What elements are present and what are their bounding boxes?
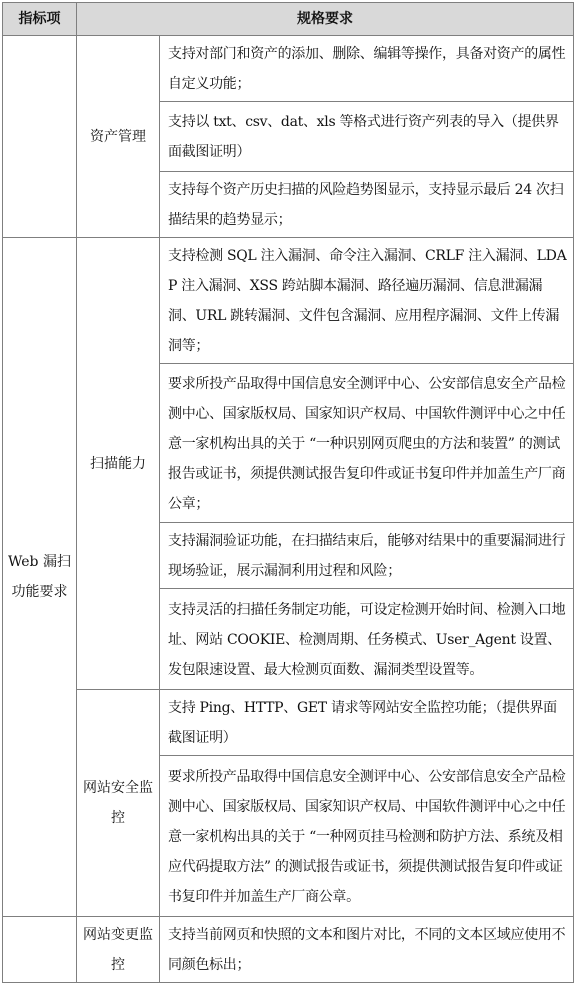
requirement-cell: 支持对部门和资产的添加、删除、编辑等操作，具备对资产的属性自定义功能； [160, 36, 574, 102]
requirement-cell: 支持 Ping、HTTP、GET 请求等网站安全监控功能；（提供界面截图证明） [160, 690, 574, 756]
subcategory-scan-capability: 扫描能力 [77, 238, 160, 690]
requirement-cell: 要求所投产品取得中国信息安全测评中心、公安部信息安全产品检测中心、国家版权局、国家知识产权局、中国软件测评中心之中任意一家机构出具的关于 “一种识别网页爬虫的方法和装置” 的测试报告或证书，须提供测试报告复印件或证书复印件并加盖生产厂商公章； [160, 364, 574, 523]
requirement-cell: 支持检测 SQL 注入漏洞、命令注入漏洞、CRLF 注入漏洞、LDAP 注入漏洞、XSS 跨站脚本漏洞、路径遍历漏洞、信息泄漏漏洞、URL 跳转漏洞、文件包含漏洞、应用程序漏洞、文件上传漏洞等； [160, 238, 574, 364]
subcategory-site-security-monitoring: 网站安全监控 [77, 690, 160, 917]
requirement-cell: 要求所投产品取得中国信息安全测评中心、公安部信息安全产品检测中心、国家版权局、国家知识产权局、中国软件测评中心之中任意一家机构出具的关于 “一种网页挂马检测和防护方法、系统及相应代码提取方法” 的测试报告或证书，须提供测试报告复印件或证书复印件并加盖生产厂商公章。 [160, 756, 574, 917]
header-indicator: 指标项 [3, 3, 77, 36]
header-requirement: 规格要求 [77, 3, 574, 36]
requirement-cell: 支持以 txt、csv、dat、xls 等格式进行资产列表的导入（提供界面截图证明） [160, 102, 574, 172]
table-row [3, 690, 574, 756]
requirement-cell: 支持漏洞验证功能，在扫描结束后，能够对结果中的重要漏洞进行现场验证，展示漏洞利用过程和风险； [160, 523, 574, 589]
category-cell-empty [3, 36, 77, 238]
table-row [3, 36, 574, 102]
subcategory-asset-management: 资产管理 [77, 36, 160, 238]
requirement-cell: 支持每个资产历史扫描的风险趋势图显示，支持显示最后 24 次扫描结果的趋势显示； [160, 172, 574, 238]
requirement-cell: 支持灵活的扫描任务制定功能，可设定检测开始时间、检测入口地址、网站 COOKIE、检测周期、任务模式、User_Agent 设置、发包限速设置、最大检测页面数、漏洞类型设置等。 [160, 589, 574, 690]
spec-table [2, 2, 574, 983]
table-row [3, 238, 574, 364]
subcategory-site-change-monitoring: 网站变更监控 [77, 917, 160, 983]
table-row [3, 917, 574, 983]
header-row [3, 3, 574, 36]
category-web-scan: Web 漏扫功能要求 [3, 238, 77, 917]
requirement-cell: 支持当前网页和快照的文本和图片对比，不同的文本区域应使用不同颜色标出； [160, 917, 574, 983]
category-cell-empty [3, 917, 77, 983]
table-header [3, 3, 574, 36]
table-body [3, 36, 574, 983]
